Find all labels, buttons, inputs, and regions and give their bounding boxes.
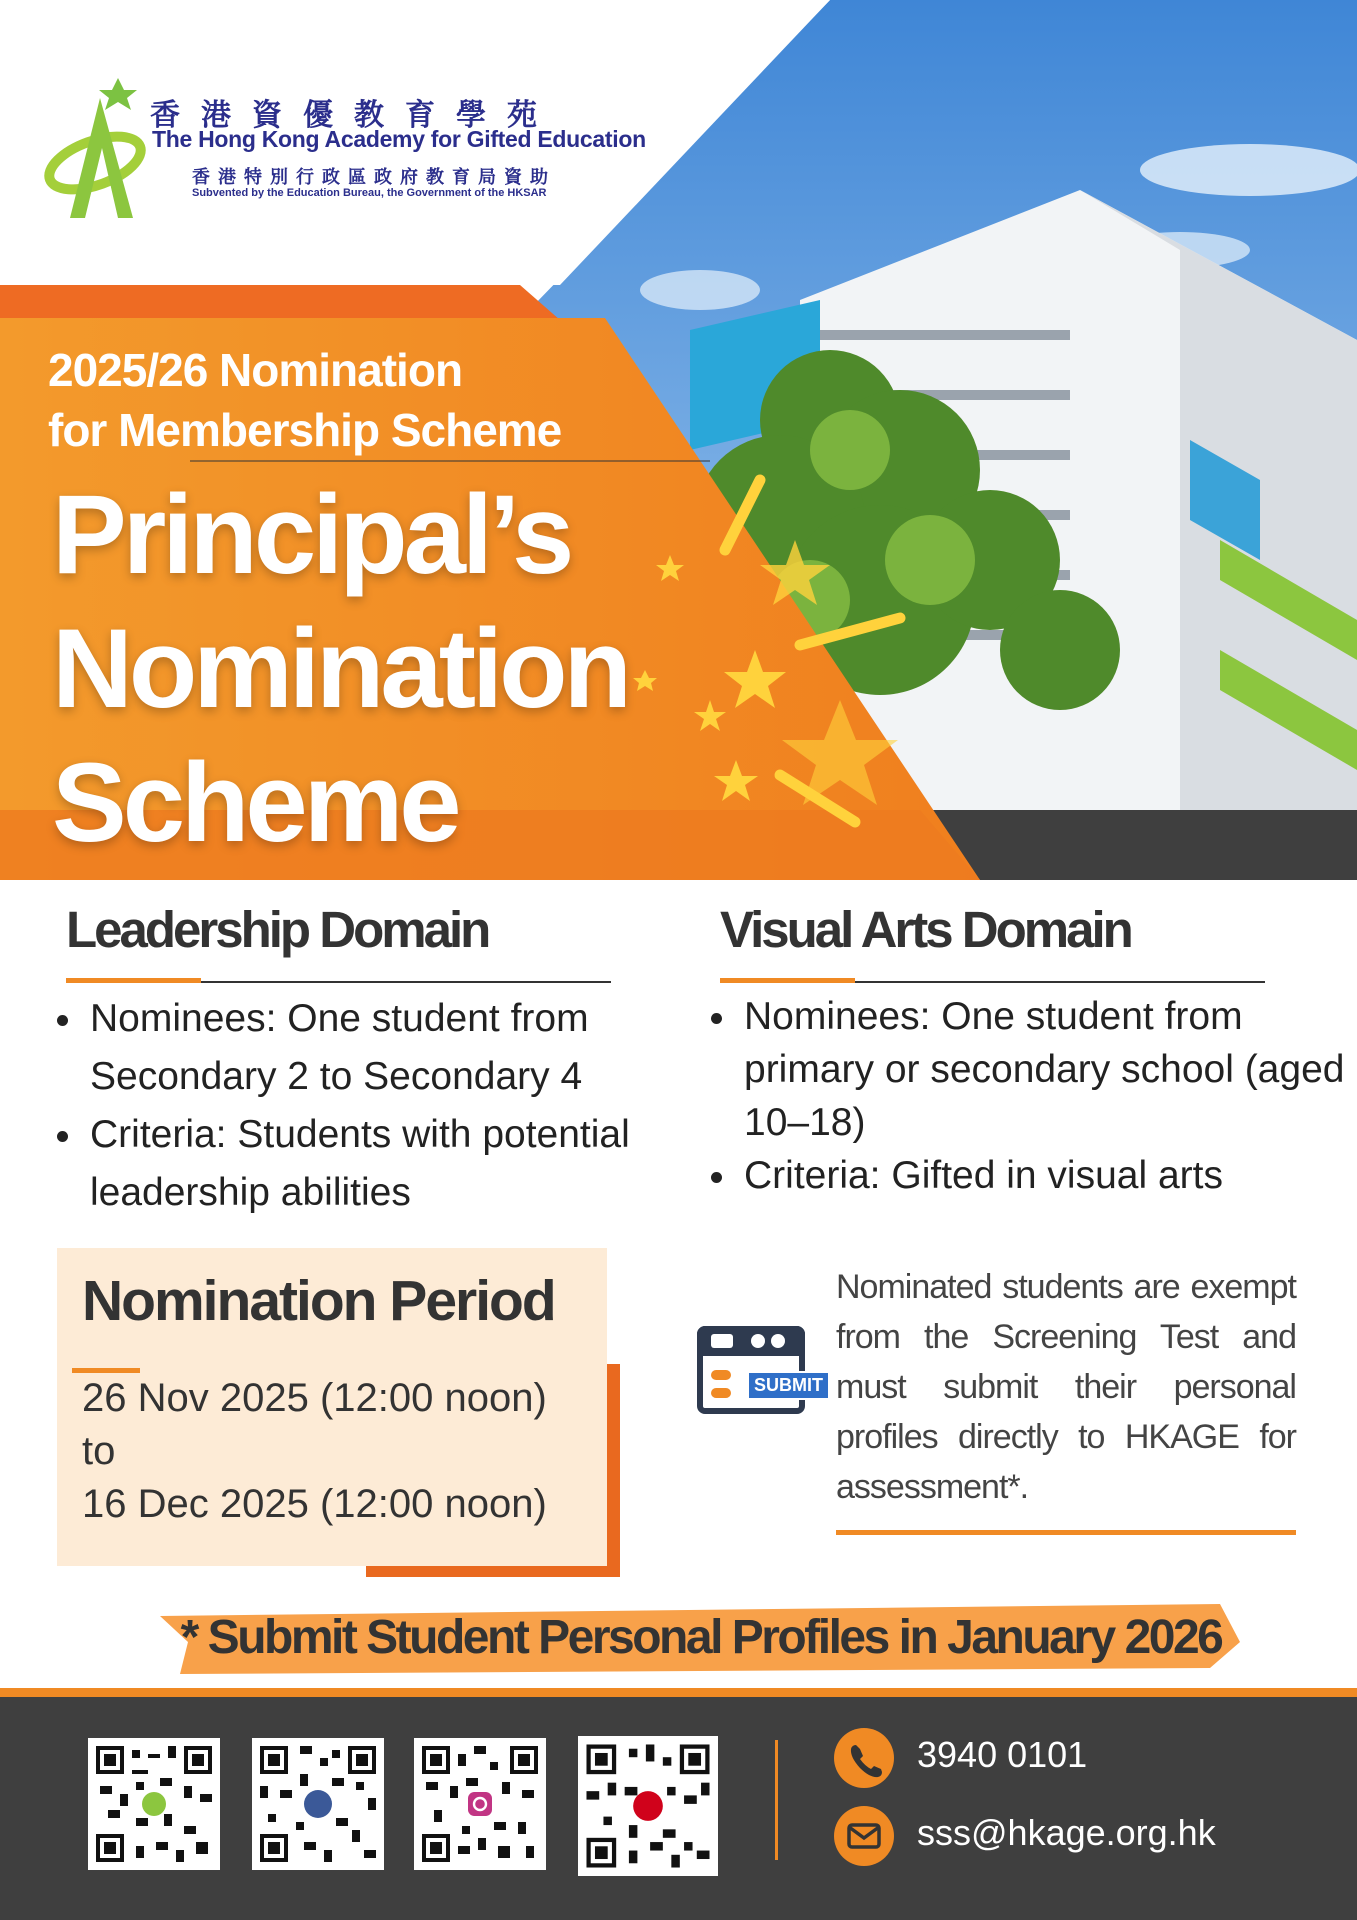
- visual-arts-bullets: [702, 990, 1350, 1202]
- title-line-1: Principal’s: [52, 472, 571, 597]
- list-item: • Criteria: Students with potential leadership abilities: [86, 1106, 706, 1222]
- title-line-2: Nomination: [52, 606, 628, 731]
- youtube-qr-code[interactable]: [578, 1736, 718, 1876]
- scheme-line-2: for Membership Scheme: [48, 404, 562, 456]
- domain-title: Leadership Domain: [66, 901, 489, 958]
- scheme-line-1: 2025/26 Nomination: [48, 344, 463, 396]
- footer-accent: [0, 1688, 1357, 1697]
- orange-band-top: [0, 285, 560, 320]
- scheme-name: [48, 340, 648, 460]
- exempt-note: Nominated students are exempt from the Screening Test and must submit their personal profiles directly to HKAGE for assessment*.: [836, 1268, 1296, 1506]
- qr-icon: [88, 1738, 220, 1870]
- logo-name-en: The Hong Kong Academy for Gifted Education: [152, 126, 646, 152]
- title-line-3: Scheme: [52, 740, 458, 865]
- logo-name-zh: 香港資優教育學苑: [150, 98, 558, 133]
- list-item: • Criteria: Gifted in visual arts: [740, 1149, 1350, 1202]
- leadership-bullets: [48, 990, 706, 1222]
- email-icon: [834, 1806, 894, 1866]
- submit-icon-label: SUBMIT: [747, 1371, 830, 1400]
- phone-icon: [834, 1728, 894, 1788]
- instagram-qr-code[interactable]: [414, 1738, 546, 1870]
- qr-icon: [252, 1738, 384, 1870]
- accent-rule: [836, 1530, 1296, 1535]
- logo-subvention-en: Subvented by the Education Bureau, the Government of the HKSAR: [192, 187, 547, 199]
- period-title: Nomination Period: [82, 1269, 555, 1333]
- qr-icon: [414, 1738, 546, 1870]
- accent-rule: [720, 978, 855, 983]
- facebook-qr-code[interactable]: [252, 1738, 384, 1870]
- qr-icon: [578, 1736, 718, 1876]
- hkage-logo-icon: [40, 68, 150, 228]
- list-item: • Nominees: One student from Secondary 2 to Secondary 4: [86, 990, 706, 1106]
- visual-arts-domain: [720, 900, 1280, 983]
- submission-banner-text: * Submit Student Personal Profiles in January 2026: [180, 1611, 1222, 1664]
- submit-icon: [697, 1326, 837, 1418]
- domain-title: Visual Arts Domain: [720, 901, 1131, 958]
- phone-number[interactable]: 3940 0101: [917, 1734, 1088, 1775]
- leadership-domain: [66, 900, 626, 983]
- logo-subvention-zh: 香港特別行政區政府教育局資助: [192, 167, 556, 188]
- page-title: [52, 468, 752, 870]
- email-address[interactable]: sss@hkage.org.hk: [917, 1812, 1216, 1853]
- website-qr-code[interactable]: [88, 1738, 220, 1870]
- footer-divider: [775, 1740, 778, 1860]
- list-item: • Nominees: One student from primary or secondary school (aged 10–18): [740, 990, 1350, 1149]
- period-end: 16 Dec 2025 (12:00 noon): [82, 1482, 547, 1526]
- accent-rule: [66, 978, 201, 983]
- period-to: to: [82, 1429, 116, 1473]
- period-start: 26 Nov 2025 (12:00 noon): [82, 1376, 547, 1420]
- period-dates: [82, 1372, 547, 1531]
